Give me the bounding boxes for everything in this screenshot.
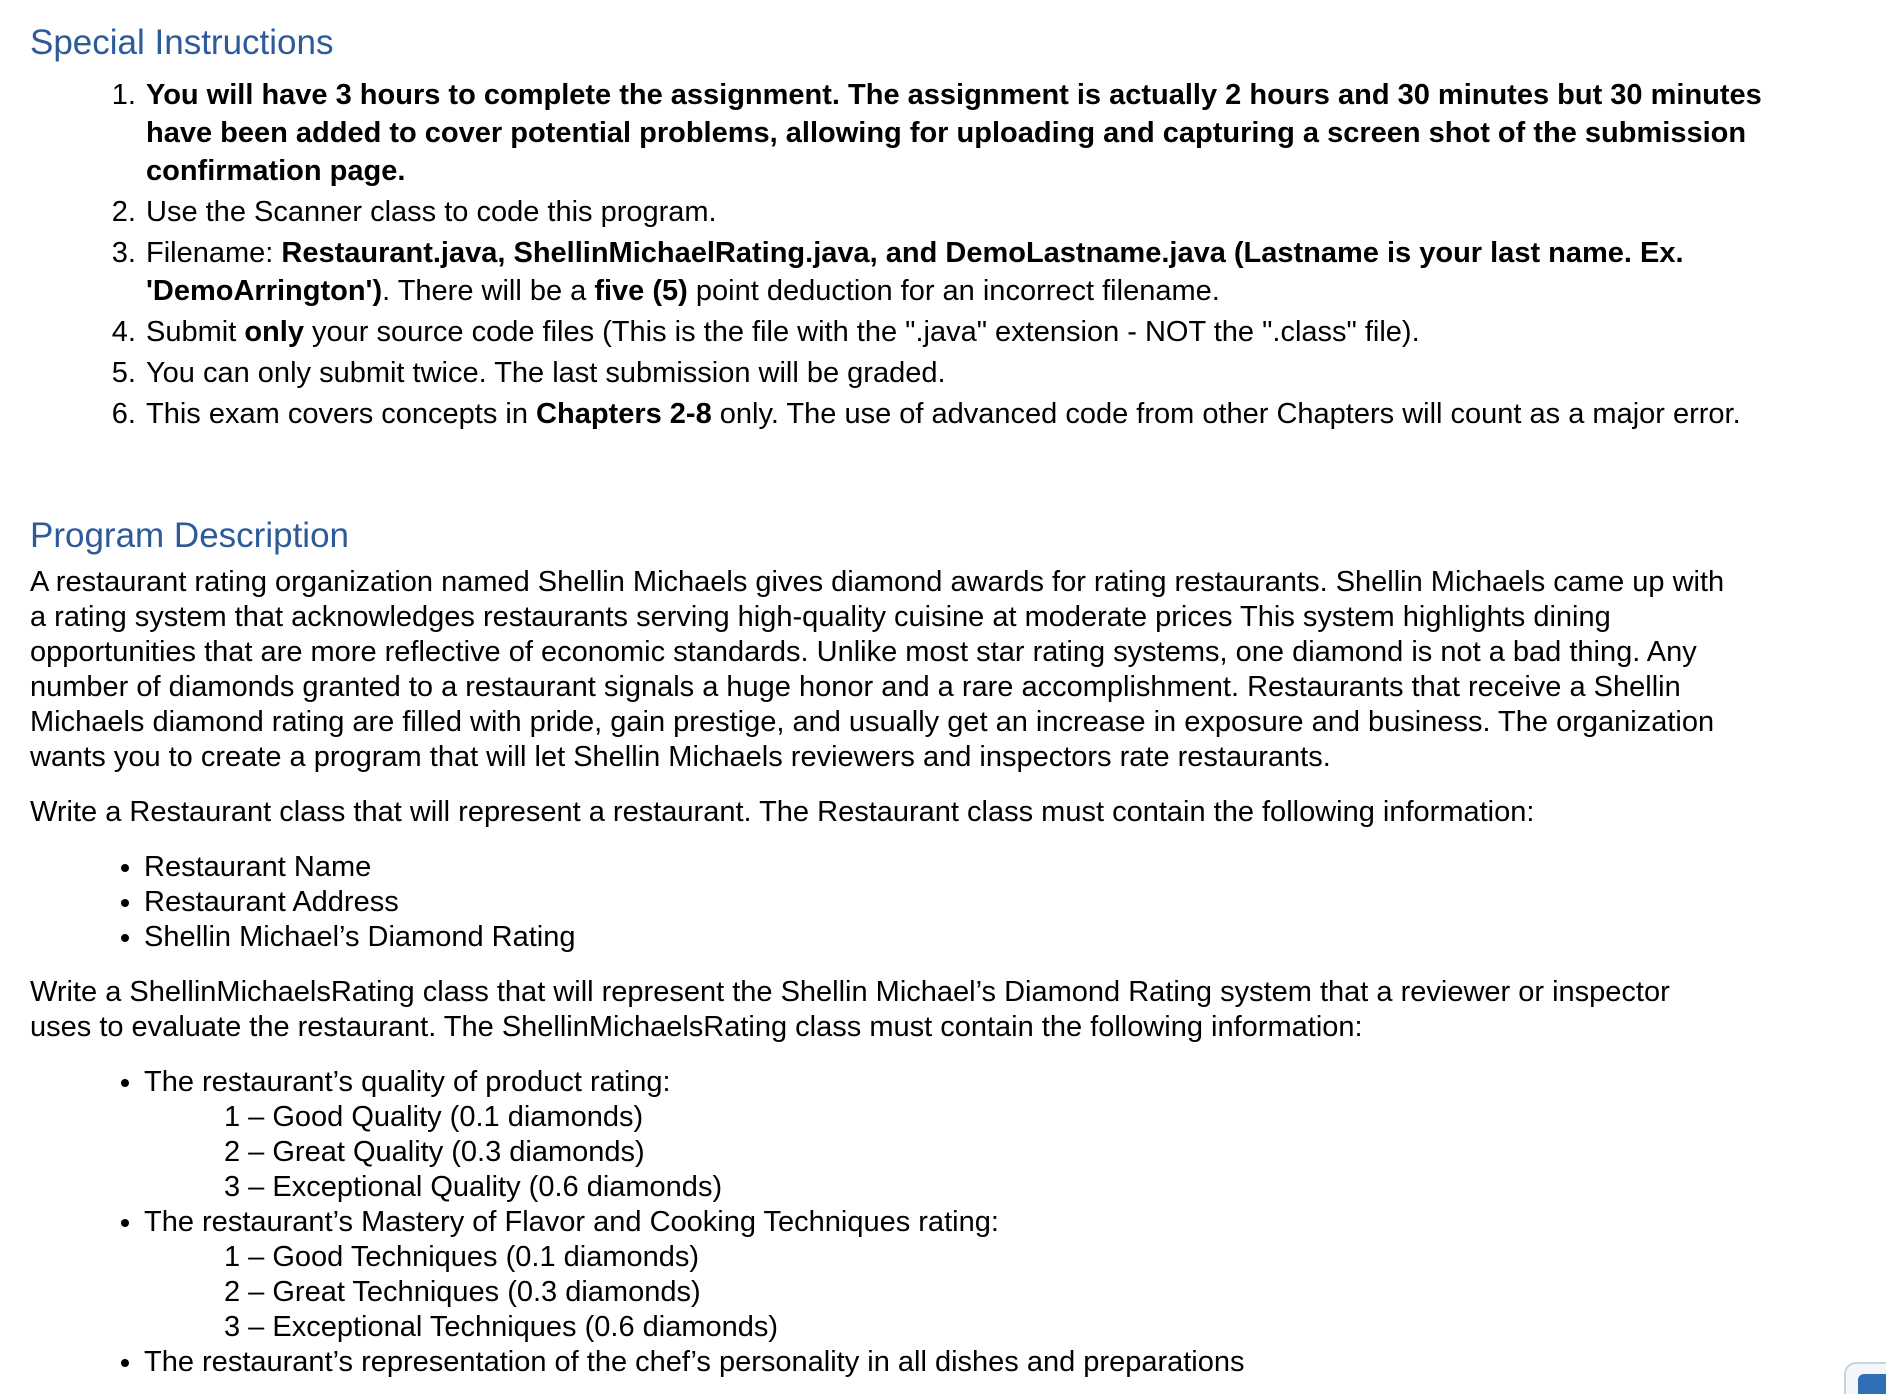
scroll-to-top-button[interactable] [1844,1362,1886,1394]
bold-text: You will have 3 hours to complete the assignment. The assignment is actually 2 hours and 30 minutes but 30 minutes have been added to cover potential problems, allowing for uploading and capturing a screen shot of the submission confirmation page. [146,79,1762,187]
rating-field-label: The restaurant’s representation of the chef’s personality in all dishes and preparations [144,1346,1245,1378]
list-item [144,1345,1730,1380]
list-item: • Shellin Michael’s Diamond Rating [144,920,1730,955]
bold-text: five (5) [594,275,688,307]
text-run: . There will be a [382,275,595,307]
list-item [144,1205,1730,1345]
text-run: point deduction for an incorrect filename. [687,275,1220,307]
text-run: You can only submit twice. The last submission will be graded. [146,357,946,389]
restaurant-class-paragraph: Write a Restaurant class that will represent a restaurant. The Restaurant class must contain the following information: [30,796,1535,828]
rating-field-label: The restaurant’s Mastery of Flavor and Cooking Techniques rating: [144,1206,999,1238]
rating-fields-list [30,1065,1730,1380]
bold-text: Chapters 2-8 [536,398,712,430]
rating-field-label: The restaurant’s quality of product rating: [144,1066,671,1098]
bold-text: only [244,316,304,348]
special-instructions-heading: Special Instructions [30,23,334,62]
list-item: • Restaurant Name [144,850,1730,885]
rating-option: 2 – Great Quality (0.3 diamonds) [224,1136,645,1168]
list-item: • Restaurant Address [144,885,1730,920]
rating-option: 3 – Exceptional Techniques (0.6 diamonds) [224,1311,779,1343]
rating-class-paragraph: Write a ShellinMichaelsRating class that will represent the Shellin Michael’s Diamond Rating system that a reviewer or inspector uses to evaluate the restaurant. The ShellinMichaelsRating class must contain the following information: [30,976,1670,1043]
text-run: This exam covers concepts in [146,398,537,430]
instructions-list [30,76,1764,436]
rating-option: 3 – Exceptional Quality (0.6 diamonds) [224,1171,723,1203]
rating-option: 1 – Good Techniques (0.1 diamonds) [224,1241,700,1273]
instruction-item [144,313,1764,351]
instruction-item [144,234,1764,310]
instruction-item [144,193,1764,231]
list-item [144,1065,1730,1205]
program-description-heading: Program Description [30,516,349,555]
instruction-item [144,395,1764,433]
text-run: Use the Scanner class to code this program. [146,196,717,228]
bold-text: Restaurant.java, ShellinMichaelRating.java, and DemoLastname.java (Lastname is your last name. Ex. 'DemoArrington') [146,237,1684,307]
text-run: your source code files (This is the file with the ".java" extension - NOT the ".class" file). [303,316,1420,348]
intro-paragraph: A restaurant rating organization named Shellin Michaels gives diamond awards for rating restaurants. Shellin Michaels came up with a rating system that acknowledges restaurants serving high-quality cuisine at moderate prices This system highlights dining opportunities that are more reflective of economic standards. Unlike most star rating systems, one diamond is not a bad thing. Any number of diamonds granted to a restaurant signals a huge honor and a rare accomplishment. Restaurants that receive a Shellin Michaels diamond rating are filled with pride, gain prestige, and usually get an increase in exposure and business. The organization wants you to create a program that will let Shellin Michaels reviewers and inspectors rate restaurants. [30,566,1725,773]
text-run: Filename: [146,237,282,269]
instruction-item [144,354,1764,392]
rating-option: 1 – Good Quality (0.1 diamonds) [224,1101,644,1133]
text-run: only. The use of advanced code from other Chapters will count as a major error. [711,398,1741,430]
text-run: Submit [146,316,245,348]
program-description-body [30,565,1730,1394]
rating-option: 2 – Great Techniques (0.3 diamonds) [224,1276,701,1308]
instruction-item [144,76,1764,190]
restaurant-fields-list [30,850,1730,955]
